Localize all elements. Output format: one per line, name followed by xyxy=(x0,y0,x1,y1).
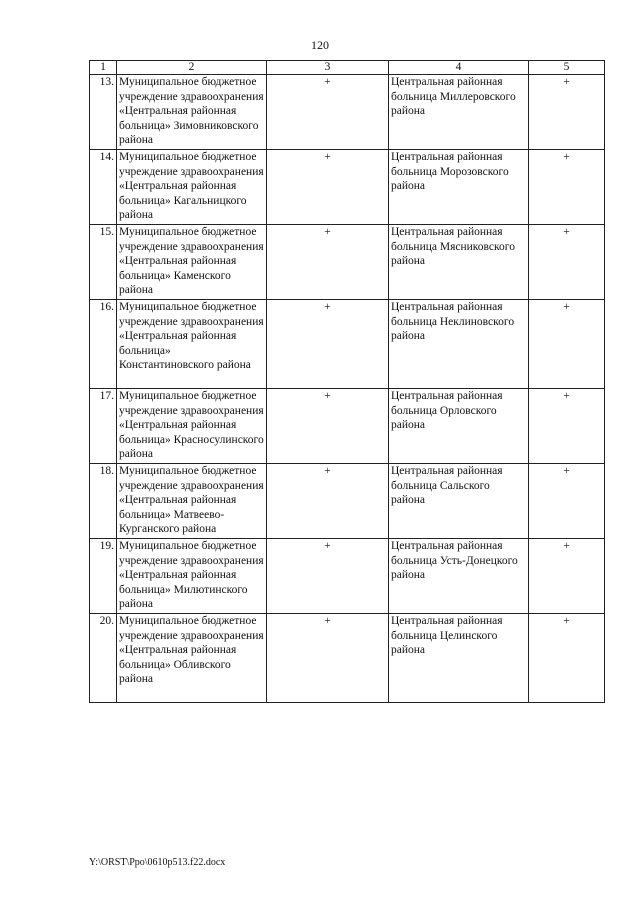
page-number: 120 xyxy=(311,38,329,52)
institution-name: Муниципальное бюджетное учреждение здравоохранения «Центральная районная больница» Константиновского района xyxy=(117,300,267,389)
column-3-mark: + xyxy=(267,75,389,150)
institution-name: Муниципальное бюджетное учреждение здравоохранения «Центральная районная больница» Красносулинского района xyxy=(117,389,267,464)
column-header-5: 5 xyxy=(529,61,605,75)
column-5-mark: + xyxy=(529,300,605,389)
hospital-name: Центральная районная больница Миллеровского района xyxy=(389,75,529,150)
row-number: 20. xyxy=(90,614,117,703)
table-row xyxy=(90,539,605,614)
column-3-mark: + xyxy=(267,300,389,389)
table-header-row xyxy=(90,61,605,75)
column-3-mark: + xyxy=(267,225,389,300)
table-row xyxy=(90,75,605,150)
column-5-mark: + xyxy=(529,389,605,464)
row-number: 19. xyxy=(90,539,117,614)
hospital-name: Центральная районная больница Сальского района xyxy=(389,464,529,539)
hospital-name: Центральная районная больница Неклиновского района xyxy=(389,300,529,389)
column-5-mark: + xyxy=(529,75,605,150)
column-header-3: 3 xyxy=(267,61,389,75)
table-row xyxy=(90,150,605,225)
column-header-2: 2 xyxy=(117,61,267,75)
footer-file-path: Y:\ORST\Ppo\0610p513.f22.docx xyxy=(89,857,226,868)
column-3-mark: + xyxy=(267,389,389,464)
table-row xyxy=(90,300,605,389)
row-number: 16. xyxy=(90,300,117,389)
row-number: 13. xyxy=(90,75,117,150)
institution-name: Муниципальное бюджетное учреждение здравоохранения «Центральная районная больница» Зимовниковского района xyxy=(117,75,267,150)
institution-name: Муниципальное бюджетное учреждение здравоохранения «Центральная районная больница» Кагальницкого района xyxy=(117,150,267,225)
hospital-name: Центральная районная больница Целинского района xyxy=(389,614,529,703)
column-5-mark: + xyxy=(529,539,605,614)
row-number: 18. xyxy=(90,464,117,539)
table-row xyxy=(90,464,605,539)
institution-name: Муниципальное бюджетное учреждение здравоохранения «Центральная районная больница» Милютинского района xyxy=(117,539,267,614)
column-5-mark: + xyxy=(529,464,605,539)
table-row xyxy=(90,614,605,703)
hospital-name: Центральная районная больница Морозовского района xyxy=(389,150,529,225)
hospital-name: Центральная районная больница Мясниковского района xyxy=(389,225,529,300)
row-number: 14. xyxy=(90,150,117,225)
column-3-mark: + xyxy=(267,614,389,703)
column-5-mark: + xyxy=(529,225,605,300)
institution-name: Муниципальное бюджетное учреждение здравоохранения «Центральная районная больница» Каменского района xyxy=(117,225,267,300)
table-row xyxy=(90,389,605,464)
column-5-mark: + xyxy=(529,614,605,703)
hospital-name: Центральная районная больница Орловского района xyxy=(389,389,529,464)
table-row xyxy=(90,225,605,300)
row-number: 15. xyxy=(90,225,117,300)
column-5-mark: + xyxy=(529,150,605,225)
column-3-mark: + xyxy=(267,150,389,225)
institution-name: Муниципальное бюджетное учреждение здравоохранения «Центральная районная больница» Обливского района xyxy=(117,614,267,703)
column-3-mark: + xyxy=(267,464,389,539)
document-table xyxy=(89,60,605,703)
column-header-1: 1 xyxy=(90,61,117,75)
column-3-mark: + xyxy=(267,539,389,614)
row-number: 17. xyxy=(90,389,117,464)
institution-name: Муниципальное бюджетное учреждение здравоохранения «Центральная районная больница» Матвеево-Курганского района xyxy=(117,464,267,539)
column-header-4: 4 xyxy=(389,61,529,75)
hospital-name: Центральная районная больница Усть-Донецкого района xyxy=(389,539,529,614)
